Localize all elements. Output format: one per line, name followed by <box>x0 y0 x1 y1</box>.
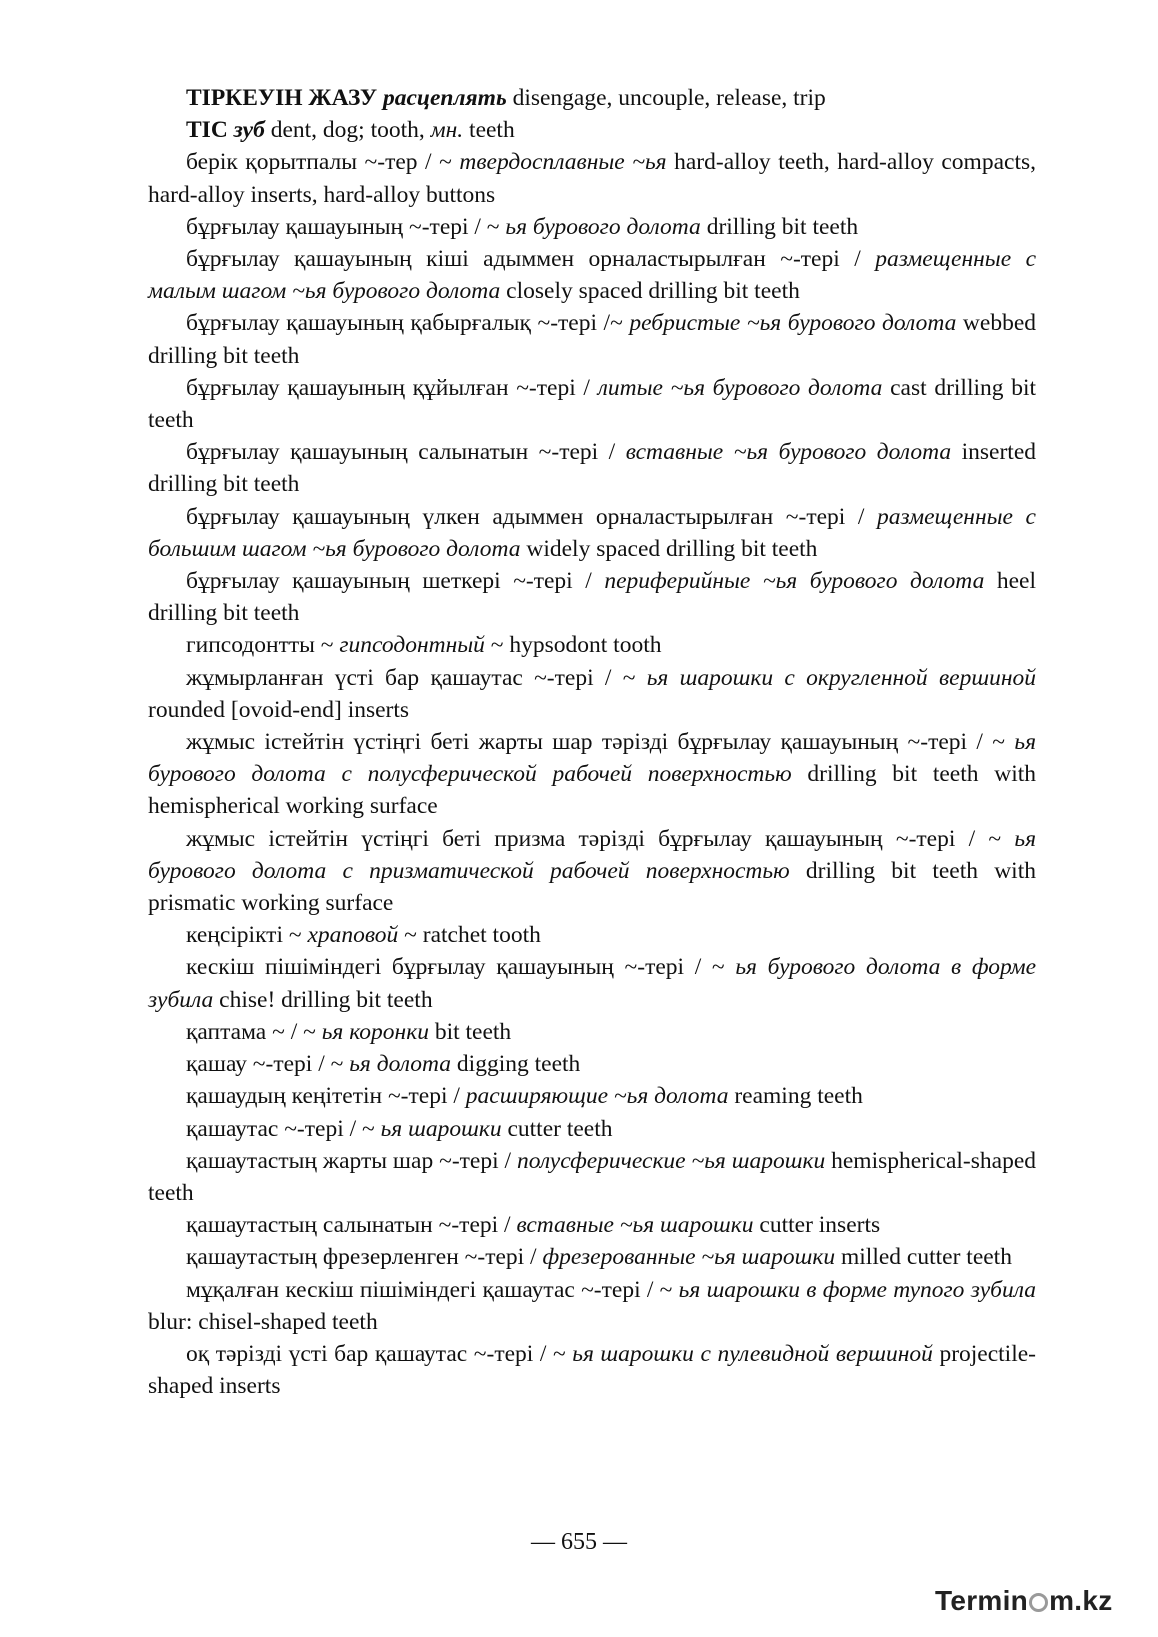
dictionary-entry-tis <box>148 114 1036 146</box>
entry-text: webbed drilling bit teeth <box>148 310 1036 369</box>
entry-text: inserted drilling bit teeth <box>148 439 1036 498</box>
entry-text: bit teeth <box>428 1018 512 1045</box>
dictionary-entry-cutter-teeth <box>148 1113 1036 1145</box>
russian-term: расцеплять <box>383 85 507 111</box>
entry-text: берік қорытпалы ~-тер / ~ <box>186 149 460 176</box>
dictionary-entry-tirkeuin-zhazu <box>148 82 1036 114</box>
entry-text: hemispherical-shaped teeth <box>148 1147 1037 1206</box>
dictionary-entry-projectile <box>148 1338 1036 1402</box>
entry-text: drilling bit teeth with prismatic working surface <box>148 857 1036 917</box>
logo-text-start: Termin <box>935 1585 1029 1616</box>
dictionary-entry-closely-spaced <box>148 243 1036 307</box>
headword: ТІРКЕУІН ЖАЗУ <box>186 85 383 111</box>
russian-term: ья бурового долота в форме зубила <box>148 954 1037 1013</box>
russian-term: ья коронки <box>321 1018 429 1045</box>
russian-term: ья шарошки в форме тупого зубила <box>678 1276 1036 1303</box>
entry-text: dent, dog; tooth, <box>264 117 431 144</box>
dictionary-entry-kaptama <box>148 1016 1036 1048</box>
entry-text: бұрғылау қашауының салынатын ~-тері / <box>186 439 626 466</box>
entry-text: hard-alloy teeth, hard-alloy compacts, hard-alloy inserts, hard-alloy buttons <box>148 149 1036 208</box>
dictionary-entry-prismatic-surface <box>148 823 1036 920</box>
entry-text: chise! drilling bit teeth <box>213 986 433 1013</box>
dictionary-entry-drilling-bit-teeth <box>148 211 1036 243</box>
entry-text: ~ ratchet tooth <box>398 922 541 949</box>
entry-text: қашау ~-тері / ~ <box>186 1051 350 1078</box>
russian-term: ья бурового долота с полусферической рабочей поверхностью <box>148 729 1036 788</box>
russian-term: твердосплавные ~ья <box>459 149 667 176</box>
entry-text: ~ hypsodont tooth <box>484 632 662 659</box>
dictionary-page <box>148 82 1036 1402</box>
entry-text: кескіш пішіміндегі бұрғылау қашауының ~-тері / ~ <box>186 954 736 981</box>
entry-text: heel drilling bit teeth <box>148 568 1036 627</box>
entry-text: rounded [ovoid-end] inserts <box>148 696 410 723</box>
entry-text: бұрғылау қашауының қабырғалық ~-тері /~ <box>186 310 630 337</box>
russian-term: ребристые ~ья бурового долота <box>629 310 957 337</box>
dictionary-entry-reaming <box>148 1080 1036 1112</box>
dictionary-entry-hemispherical-shaped <box>148 1145 1036 1209</box>
russian-term: вставные ~ья шарошки <box>516 1212 754 1239</box>
entry-text: digging teeth <box>451 1051 581 1078</box>
dictionary-entry-digging <box>148 1048 1036 1080</box>
russian-term: полусферические ~ья шарошки <box>516 1147 826 1174</box>
russian-term: периферийные ~ья бурового долота <box>604 568 985 595</box>
dictionary-entry-rounded <box>148 662 1036 726</box>
russian-term: ья шарошки с пулевидной вершиной <box>572 1340 933 1367</box>
entry-text: closely spaced drilling bit teeth <box>500 278 800 305</box>
dictionary-entry-chisel <box>148 951 1036 1015</box>
entry-text: reaming teeth <box>728 1083 863 1110</box>
russian-term: ья шарошки <box>380 1115 502 1142</box>
dictionary-entry-webbed <box>148 307 1036 371</box>
entry-text: бұрғылау қашауының шеткері ~-тері / <box>186 568 605 595</box>
entry-text: cast drilling bit teeth <box>148 374 1036 434</box>
russian-term: вставные ~ья бурового долота <box>625 439 952 466</box>
entry-text: бұрғылау қашауының кіші адыммен орналастырылған ~-тері / <box>186 246 876 273</box>
dictionary-entry-cutter-inserts <box>148 1209 1036 1241</box>
russian-term: ья шарошки с округленной вершиной <box>646 664 1036 691</box>
entry-text: мұқалған кескіш пішіміндегі қашаутас ~-тері / ~ <box>186 1276 679 1303</box>
headword: ТІС <box>186 117 234 144</box>
entry-text: қашаутас ~-тері / ~ <box>186 1115 381 1142</box>
dictionary-entry-ratchet <box>148 919 1036 951</box>
dictionary-entry-heel <box>148 565 1036 629</box>
entry-text: жұмырланған үсті бар қашаутас ~-тері / ~ <box>186 664 647 691</box>
russian-term: гипсодонтный <box>339 632 485 659</box>
entry-text: drilling bit teeth <box>700 213 859 240</box>
entry-text: drilling bit teeth with hemispherical working surface <box>148 761 1037 820</box>
entry-text: cutter inserts <box>753 1212 881 1239</box>
entry-text: teeth <box>463 117 515 144</box>
dictionary-entry-inserted <box>148 436 1036 500</box>
russian-term: мн. <box>430 117 464 144</box>
russian-term: зуб <box>233 117 265 144</box>
entry-text: гипсодонтты ~ <box>186 632 340 659</box>
entry-text: қашаутастың салынатын ~-тері / <box>186 1212 517 1239</box>
entry-text: оқ тәрізді үсті бар қашаутас ~-тері / ~ <box>186 1340 573 1367</box>
termincom-logo[interactable] <box>935 1585 1113 1617</box>
dictionary-entry-cast <box>148 372 1036 436</box>
dictionary-entry-milled <box>148 1241 1036 1273</box>
entry-text: қашаудың кеңітетін ~-тері / <box>186 1083 466 1110</box>
russian-term: литые ~ья бурового долота <box>597 374 883 401</box>
dictionary-entry-berik-korytpaly <box>148 146 1036 210</box>
entry-text: жұмыс істейтін үстіңгі беті призма тәрізді бұрғылау қашауының ~-тері / ~ <box>186 825 1015 852</box>
entry-text: кеңсірікті ~ <box>186 922 308 949</box>
dictionary-entry-hemispherical-surface <box>148 726 1036 823</box>
entry-text: cutter teeth <box>501 1115 613 1142</box>
russian-term: размещенные с большим шагом ~ья бурового долота <box>148 503 1036 562</box>
entry-text: milled cutter teeth <box>835 1244 1012 1271</box>
dictionary-entry-blunt-chisel <box>148 1274 1036 1338</box>
russian-term: храповой <box>307 922 399 949</box>
logo-circle-icon <box>1029 1593 1048 1612</box>
dictionary-entry-widely-spaced <box>148 501 1036 565</box>
russian-term: ья бурового долота с призматической рабочей поверхностью <box>148 825 1036 884</box>
page-number: — 655 — <box>531 1529 627 1555</box>
entry-text: қашаутастың жарты шар ~-тері / <box>186 1147 517 1174</box>
entry-text: бұрғылау қашауының ~-тері / ~ <box>186 213 506 240</box>
dictionary-entry-hypsodont <box>148 629 1036 661</box>
entry-text: қаптама ~ / ~ <box>186 1018 322 1045</box>
entry-text: blur: chisel-shaped teeth <box>148 1308 378 1335</box>
russian-term: размещенные с малым шагом ~ья бурового долота <box>148 246 1037 305</box>
russian-term: ья долота <box>349 1051 452 1078</box>
entry-text: бұрғылау қашауының үлкен адыммен орналастырылған ~-тері / <box>186 503 878 530</box>
russian-term: расширяющие ~ья долота <box>465 1083 729 1110</box>
entry-text: жұмыс істейтін үстіңгі беті жарты шар тәрізді бұрғылау қашауының ~-тері / ~ <box>186 729 1015 756</box>
entry-text: projectile-shaped inserts <box>148 1340 1036 1400</box>
entry-text: widely spaced drilling bit teeth <box>520 535 818 562</box>
russian-term: фрезерованные ~ья шарошки <box>542 1244 836 1271</box>
entry-text: бұрғылау қашауының құйылған ~-тері / <box>186 374 598 401</box>
russian-term: ья бурового долота <box>505 213 701 240</box>
logo-text-end: m.kz <box>1049 1585 1113 1616</box>
entry-text: қашаутастың фрезерленген ~-тері / <box>186 1244 543 1271</box>
entry-text: disengage, uncouple, release, trip <box>506 85 826 111</box>
